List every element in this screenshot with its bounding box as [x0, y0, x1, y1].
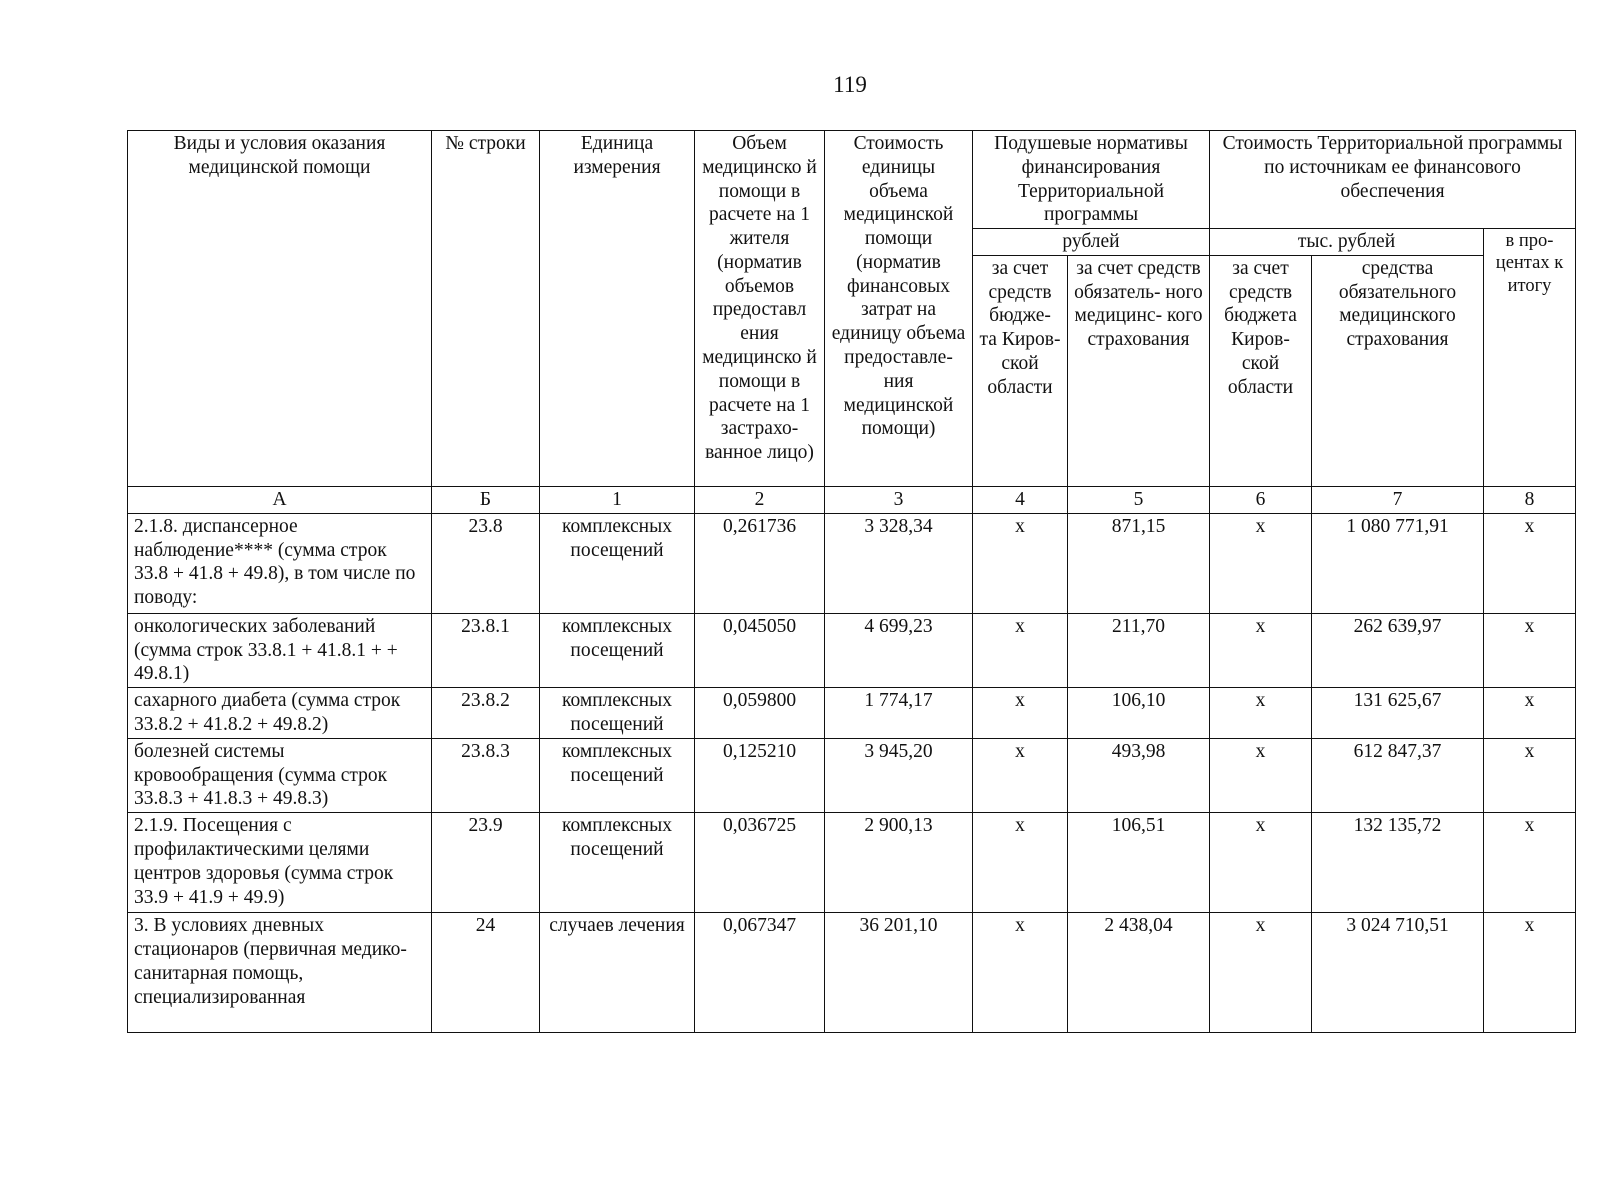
index-cell: 1 — [540, 486, 695, 513]
row-col7: 262 639,97 — [1312, 613, 1484, 687]
header-unit: Единица измерения — [540, 131, 695, 487]
row-col6: х — [1210, 813, 1312, 913]
row-cost: 1 774,17 — [825, 688, 973, 739]
row-unit: случаев лечения — [540, 913, 695, 1033]
row-col7: 131 625,67 — [1312, 688, 1484, 739]
index-cell: 6 — [1210, 486, 1312, 513]
header-col6: за счет средств бюджета Киров- ской области — [1210, 255, 1312, 486]
table-row — [128, 513, 1576, 613]
index-cell: А — [128, 486, 432, 513]
page-number: 119 — [833, 72, 867, 97]
row-col8: х — [1484, 688, 1576, 739]
row-volume: 0,045050 — [695, 613, 825, 687]
index-cell: 2 — [695, 486, 825, 513]
row-col6: х — [1210, 738, 1312, 812]
row-col4: х — [973, 613, 1068, 687]
row-no: 23.8 — [432, 513, 540, 613]
row-cost: 2 900,13 — [825, 813, 973, 913]
index-cell: 3 — [825, 486, 973, 513]
row-volume: 0,067347 — [695, 913, 825, 1033]
table-row — [128, 688, 1576, 739]
table-row — [128, 738, 1576, 812]
row-col7: 1 080 771,91 — [1312, 513, 1484, 613]
row-col8: х — [1484, 738, 1576, 812]
header-row-1 — [128, 131, 1576, 229]
row-no: 23.8.2 — [432, 688, 540, 739]
row-col6: х — [1210, 613, 1312, 687]
row-name: сахарного диабета (сумма строк 33.8.2 + 41.8.2 + 49.8.2) — [128, 688, 432, 739]
row-cost: 4 699,23 — [825, 613, 973, 687]
row-name: 3. В условиях дневных стационаров (первичная медико-санитарная помощь, специализированная — [128, 913, 432, 1033]
header-group-norms: Подушевые нормативы финансирования Территориальной программы — [973, 131, 1210, 229]
index-cell: Б — [432, 486, 540, 513]
row-col7: 3 024 710,51 — [1312, 913, 1484, 1033]
row-col6: х — [1210, 513, 1312, 613]
row-col8: х — [1484, 813, 1576, 913]
row-unit: комплексных посещений — [540, 613, 695, 687]
header-col4: за счет средств бюдже- та Киров- ской области — [973, 255, 1068, 486]
row-no: 23.8.1 — [432, 613, 540, 687]
index-cell: 7 — [1312, 486, 1484, 513]
header-col7: средства обязательного медицинского страхования — [1312, 255, 1484, 486]
row-col8: х — [1484, 913, 1576, 1033]
index-cell: 4 — [973, 486, 1068, 513]
table-row — [128, 613, 1576, 687]
row-col6: х — [1210, 688, 1312, 739]
row-cost: 3 945,20 — [825, 738, 973, 812]
row-volume: 0,125210 — [695, 738, 825, 812]
row-cost: 3 328,34 — [825, 513, 973, 613]
table-row — [128, 813, 1576, 913]
row-col8: х — [1484, 613, 1576, 687]
header-thousand-rubles: тыс. рублей — [1210, 229, 1484, 256]
row-no: 24 — [432, 913, 540, 1033]
row-name: 2.1.8. диспансерное наблюдение**** (сумма строк 33.8 + 41.8 + 49.8), в том числе по поводу: — [128, 513, 432, 613]
row-no: 23.9 — [432, 813, 540, 913]
financing-table — [127, 130, 1576, 1033]
row-col4: х — [973, 813, 1068, 913]
row-col6: х — [1210, 913, 1312, 1033]
row-unit: комплексных посещений — [540, 813, 695, 913]
header-row-no: № строки — [432, 131, 540, 487]
header-percent: в про- центах к итогу — [1484, 229, 1576, 487]
row-col5: 211,70 — [1068, 613, 1210, 687]
row-volume: 0,036725 — [695, 813, 825, 913]
header-rubles: рублей — [973, 229, 1210, 256]
row-col5: 871,15 — [1068, 513, 1210, 613]
table-row — [128, 913, 1576, 1033]
row-unit: комплексных посещений — [540, 688, 695, 739]
row-volume: 0,059800 — [695, 688, 825, 739]
row-col8: х — [1484, 513, 1576, 613]
row-col5: 106,51 — [1068, 813, 1210, 913]
row-unit: комплексных посещений — [540, 738, 695, 812]
index-cell: 5 — [1068, 486, 1210, 513]
header-col5: за счет средств обязатель- ного медицинс- кого страхования — [1068, 255, 1210, 486]
row-col5: 2 438,04 — [1068, 913, 1210, 1033]
row-col4: х — [973, 688, 1068, 739]
row-col4: х — [973, 913, 1068, 1033]
row-cost: 36 201,10 — [825, 913, 973, 1033]
row-col4: х — [973, 738, 1068, 812]
header-cost: Стоимость единицы объема медицинской помощи (норматив финансовых затрат на единицу объема предоставле- ния медицинской помощи) — [825, 131, 973, 487]
row-volume: 0,261736 — [695, 513, 825, 613]
index-row — [128, 486, 1576, 513]
row-name: болезней системы кровообращения (сумма строк 33.8.3 + 41.8.3 + 49.8.3) — [128, 738, 432, 812]
row-unit: комплексных посещений — [540, 513, 695, 613]
row-no: 23.8.3 — [432, 738, 540, 812]
header-volume: Объем медицинско й помощи в расчете на 1 жителя (норматив объемов предоставл ения медицинско й помощи в расчете на 1 застрахо- ванное лицо) — [695, 131, 825, 487]
header-group-program: Стоимость Территориальной программы по источникам ее финансового обеспечения — [1210, 131, 1576, 229]
row-col7: 132 135,72 — [1312, 813, 1484, 913]
row-name: онкологических заболеваний (сумма строк 33.8.1 + 41.8.1 + + 49.8.1) — [128, 613, 432, 687]
row-col5: 106,10 — [1068, 688, 1210, 739]
row-col5: 493,98 — [1068, 738, 1210, 812]
row-col4: х — [973, 513, 1068, 613]
header-types: Виды и условия оказания медицинской помощи — [128, 131, 432, 487]
row-col7: 612 847,37 — [1312, 738, 1484, 812]
row-name: 2.1.9. Посещения с профилактическими целями центров здоровья (сумма строк 33.9 + 41.9 + 49.9) — [128, 813, 432, 913]
index-cell: 8 — [1484, 486, 1576, 513]
